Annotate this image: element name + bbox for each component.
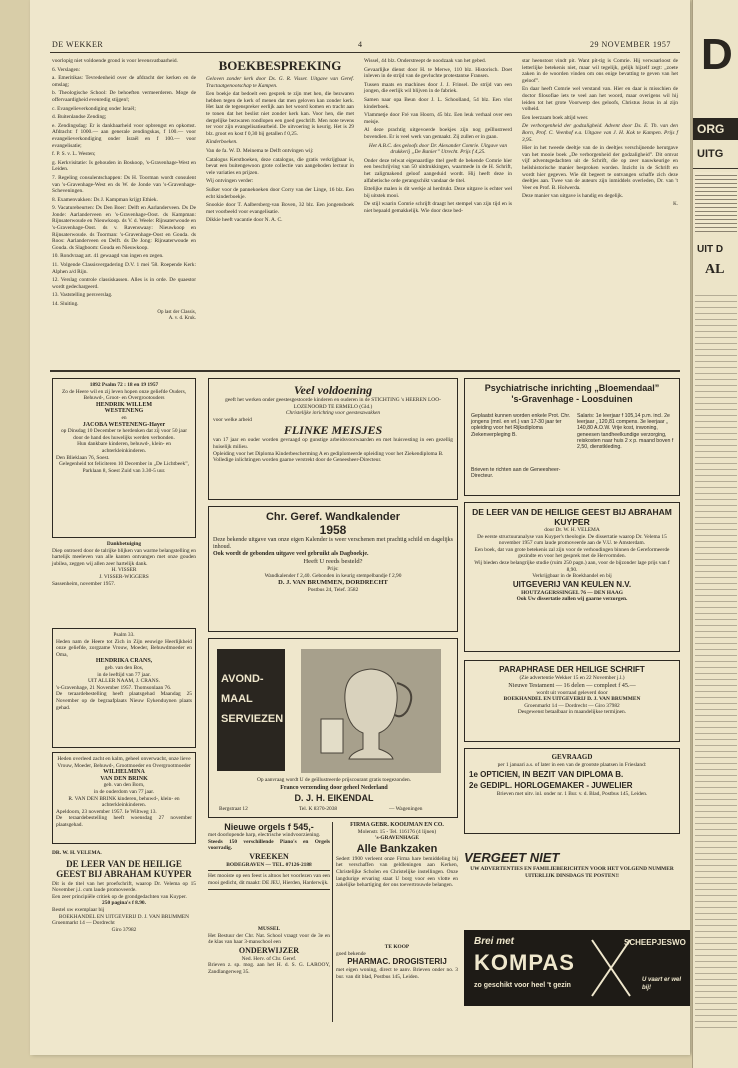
newspaper-page xyxy=(30,0,690,1055)
report-line: 8. Examenvakken: Ds J. Kampman krijgt Ethiek. xyxy=(52,196,158,203)
family-notice-anniversary: 1892 Psalm 72 : 18 en 19 1957 Zo de Heere wil en zij leven hopen onze geliefde Ouders, Behuwd-, Groot- en Overgrootouders HENDRIK WILLEM WESTENENG en JACOBA WESTENENG-Hayer op Dinsdag 10 December te herdenken dat zij voor 50 jaar door de hand des huwelijks werden verbonden. Hun dankbare kinderen, behuwd-, klein- en achterkleinkinderen. Den Blieklaan 76, Soest. Gelegenheid tot feliciteren 10 December in „De Lichtbeek”, Parklaan 8, Soest Zuid van 3.30-5 uur. xyxy=(52,378,196,538)
ad-bloemendaal: Psychiatrische inrichting „Bloemendaal” 's-Gravenhage - Loosduinen Geplaatst kunnen worden enkele Prot. Chr. jongens (mnl. en vrl.) van 17-30 jaar ter opleiding voor het Rijksdiploma Ziekenverpleging B. Brieven te richten aan de Geneesheer-Directeur. Salaris: 1e leerjaar f 105,14 p.m. incl. 2e leerjaar „ 120,81 compens. 3e leerjaar „ 140,80 A.O.W. Vrije kost, inwoning, geneesen tandheelkundige verzorging, reiskosten naar huis 2 x p. maand boven f 2,50, dienstkleding. xyxy=(464,378,680,496)
report-line: 7. Regeling consulentschappen: Ds H. Toorman wordt consulent van 's-Gravenhage-West en ds W. de Jonde van 's-Gravenhage-Scheveningen. xyxy=(52,174,196,195)
ad-paraphrase: PARAPHRASE DER HEILIGE SCHRIFT (Zie advertentie Wekker 15 en 22 November j.l.) Nieuwe Testament — 16 delen — compleet f 45.— wordt uit voorraad geleverd door BOEKHANDEL EN UITGEVERIJ D. J. VAN BRUMMEN Groenmarkt 14 — Dordrecht — Giro 37982 Desgewenst betaalbaar in maandelijkse termijnen. xyxy=(464,660,680,742)
family-notice-death-1: Psalm 33. Heden nam de Heere tot Zich in Zijn eeuwige Heerlijkheid onze geliefde, zorgzame Vrouw, Moeder, Behuwdmoeder en Oma, HENDRIKA CRANS, geb. van den Bos, in de leeftijd van 77 jaar. UIT ALLER NAAM, J. CRANS. 's-Gravenhage, 21 November 1957. Thomsonlaan 76. De teraardebestelling heeft plaatsgehad Maandag 25 November op de begraafplaats Nieuw Eykenduynen plaats gehad. xyxy=(52,628,196,748)
ad-avondmaal: AVOND- MAAL SERVIEZEN Op aanvraag wordt U de geïllustreerde prijscourant gratis toegezonden. Franco verzending door geheel Nederland D. J. H. EIKENDAL Bergstraat 12 Tel. K 8370-2038 — Wageningen xyxy=(208,638,458,818)
issue-date: 29 NOVEMBER 1957 xyxy=(590,40,671,49)
notice-vergeet-niet: VERGEET NIET UW ADVERTENTIES EN FAMILIEBERICHTEN VOOR HET VOLGEND NUMMER UITERLIJK DINSDAGS TE POSTEN!! xyxy=(464,850,674,879)
report-line: d. Buitenlandse Zending; xyxy=(52,114,107,121)
book-review-title: BOEKBESPREKING xyxy=(218,58,342,73)
book-review-cont-2: star heenstoot vindt pit. Want pit-tig is Comrie. Hij verwaarloost de letterlijke betekenis niet, maar wil tegelijk, gelijk hijzelf zegt: „zoete zaken in de woorden vinden om ons enige bevatting te geven van het geloof”. En daar heeft Comrie wel verstand van. Hier en daar is misschien de doctor filosofiae iets te veel aan het woord, maar overigens wil hij leiden tot het grote Voorwerp des geloofs, Christus Jezus in al zijn volheid. Een leerzaam boek altijd weer. De verborgenheid der godzaligheid. Advent door Ds. E. Th. van den Born, Prof. C. Veenhof e.a. Uitgave van J. H. Kok te Kampen. Prijs f 3,95. Hier in het tweede deeltje van de in deeltjes verschijnende herutgave van het mooie boek „De verborgenheid der godzaligheid”. Dit omvat vijf adventsgedachten uit de Schrift, die op zeer nauwkeurige en heilshistorische manier besproken worden. Inzicht in de Schrift en wordt hier gegeven. Wie dit begeert te ontvangen schaffe zich deze deeltjes aan. Twee van de auteurs zijn inmiddels overleden, Dr. van 't Veer en Prof. B. Holwerda. Deze manier van uitgave is handig en degelijk. K. xyxy=(522,58,678,207)
classis-report xyxy=(52,58,196,322)
ad-dissertation-left: DR. W. H. VELEMA. DE LEER VAN DE HEILIGE GEEST BIJ ABRAHAM KUYPER Dit is de titel van het proefschrift, waarop Dr. Velema op 15 November j.l. cum laude promoveerde. Een zeer principiële critiek op de grondgedachten van Kuyper. 250 pagina's f 8.90. Bestel uw exemplaar bij BOEKHANDEL EN UITGEVERIJ D. J. VAN BRUMMEN Groenmarkt 14 — Dordrecht Giro 37982 xyxy=(52,850,196,933)
kompas-logo: KOMPAS xyxy=(474,950,575,975)
report-line: voorlopig niet voldoende grond is voor levensvatbaarheid. xyxy=(52,58,178,64)
book-review-cont: Wissel, 44 blz. Onderstreept de noodzaak van het gebed. Gevaarlijke dienst door H. te Merwe, 110 blz. Historisch. Doet inleven in de strijd van de gevluchte protestantse Fransen. Tussen maats en machines door J. J. Frinsel. De strijd van een jongen, die eerlijk wil blijven in de fabriek. Samen naar opa Beun door J. L. Schoolland, 54 blz. Een vlot kinderboek. Vlammetje door Fré van Hoorn, 45 blz. Een leuk verhaal over een meisje. Al deze prachtig uitgevoerde boekjes zijn nog geïllustreerd bovendien. Er is veel werk van gemaakt. Zij zullen er in gaan. Het A.B.C. des geloofs door Dr. Alexander Comrie. Uitgave van drukkerij „De Banier” Utrecht. Prijs f 4,25. Onder deze telwat eigenaardige titel geeft de bekende Comrie hier een beschrijving van 50 uitdrukkingen, waarmede in de H. Schrift, het zaligmakend geloof aangeduid wordt. Hij heeft deze in alfabetische orde gerangschikt vandaar de titel. Ettelijke malen is dit werkje al herdrukt. Deze uitgave is echter wel bij uitstek mooi. De stijl waarin Comrie schrijft draagt het stempel van zijn tijd en is niet bepaald gemakkelijk. Wie door deze bed- xyxy=(364,58,512,214)
family-notice-thanks: Dankbetuiging Diep ontroerd door de talrijke blijken van warme belangstelling en hartelijk meeleven van alle kanten ontvangen met onze gouden jubilea, zeggen wij allen zeer hartelijk dank. H. VISSER J. VISSER-WIGGERS Sassenheim, november 1957. xyxy=(52,541,196,587)
report-line: 9. Vacaturebeurten: Ds Den Boer: Delft en Aarlanderveen. Ds De Jonde: Aarlanderveen en 's-Gravenhage-Oost. ds Kampman: Rijnsaterwoude en Nieuwkoop. ds V. d. Weele: Rijnsaterwoude en 's-Gravenhage-Oost. ds v. Ravenswaay: Nieuwkoop en Rijnsaterwoude. ds Toorman: 's-Gravenhage-Oost en Gouda. ds Roos: Aarlanderveen en Delft. ds De Jong: Rijnsaterwoude en Gouda. ds Slagboom: Gouda en Nieuwkoop. xyxy=(52,205,196,251)
masthead-name: DE WEKKER xyxy=(52,40,104,49)
ad-gevraagd: GEVRAAGD per 1 januari a.s. of later in een van de grootste plaatsen in Friesland: 1e OPTICIEN, IN BEZIT VAN DIPLOMA B. 2e GEDIPL. HORLOGEMAKER - JUWELIER Brieven met uitv. inl. onder nr. 1 Bur. v. d. Blad, Postbus 145, Leiden. xyxy=(464,748,680,834)
ad-orgels: Nieuwe orgels f 545,- met doorlopende harp, electrische windvoorziening. Steeds 150 verschillende Piano's en Orgels voorradig. VREEKEN BODEGRAVEN — TEL. 07126-2188 Het mooiste op een feest is altoos het voorlezen van een mooi gedicht, dit maakt: DE JEU, Hierden, Harderwijk. xyxy=(208,822,330,892)
family-notice-death-2: Heden overleed zacht en kalm, geheel onverwacht, onze lieve Vrouw, Moeder, Behuwd-, Grootmoeder en Overgrootmoeder WILHELMINA VAN DEN BRINK geb. van den Born, in de ouderdom van 77 jaar. R. VAN DEN BRINK kinderen, behuwd-, klein- en achterkleinkinderen. Apeldoorn, 23 november 1957. Ie Wiltweg 13. De teraardebestelling heeft woensdag 27 november plaatsgehad. xyxy=(52,752,196,844)
report-line: g. Kerkvisitatie: Is gehouden in Boskoop, 's-Gravenhage-West en Leiden. xyxy=(52,159,196,173)
report-line: 12. Verslag controle classiskassen. Alles is in orde. De quaestor wordt gedechargeerd. xyxy=(52,277,196,290)
report-line: 14. Sluiting. xyxy=(52,301,79,307)
ad-wandkalender: Chr. Geref. Wandkalender 1958 Deze bekende uitgave van onze eigen Kalender is weer verschenen met prachtig schild en dagelijks inhoud. Ook wordt de gebonden uitgave veel gebruikt als Dagboekje. Heeft U reeds besteld? Prijs: Wandkalender f 2,40. Gebonden in keurig stempelbandje f 2,90 D. J. VAN BRUMMEN, DORDRECHT Postbus 24, Telef. 3582 xyxy=(208,506,458,632)
report-line: 11. Volgende Classisvergadering D.V. 1 mei '58. Roepende Kerk: Alphen a/d Rijn. xyxy=(52,262,196,275)
report-line: b. Theologische School: De behoeften vermeerderen. Moge de offervaardigheid evenredig stijgen!; xyxy=(52,90,196,103)
ad-mussel: MUSSEL Het Bestuur der Chr. Nat. School vraagt voor de 3e en 4e klas van haar 3-manschool een ONDERWIJZER Ned. Herv. of Chr. Geref. Brieven z. sp. mog. aan het H. d. S. G. LAROOY, Zandlangerweg 35. xyxy=(208,926,330,975)
report-line: 10. Rondvraag art. 41 gewaagd van ingen en zegen. xyxy=(52,253,164,260)
report-line: a. Emeritikas: Tevredenheid over de afdracht der kerken en de omslag; xyxy=(52,75,196,88)
chalice-icon xyxy=(301,649,441,773)
page-number: 4 xyxy=(358,40,363,49)
ad-te-koop: TE KOOP goed bekende PHARMAC. DROGISTERIJ met eigen woning, direct te aanv. Brieven onder no. 3 bur. van dit blad, Postbus 145, Leiden. xyxy=(336,944,458,980)
ad-dissertation-right: DE LEER VAN DE HEILIGE GEEST BIJ ABRAHAM KUYPER door Dr. W. H. VELEMA De eerste structuuranalyse van Kuyper's theologie. De dissertatie waarop Dr. Velema 15 november 1957 cum laude promoveerde aan de V.U. te Amsterdam. Een boek, dat van grote betekenis zal zijn voor de verhoudingen binnen de Gereformeerde gezindte en voor het gesprek met de Hervormden. Wij bieden deze belangrijke studie (ruim 250 pagn.) aan, voor de bijzonder lage prijs van f 8,90. Verkrijgbaar in de Boekhandel en bij UITGEVERIJ VAN KEULEN N.V. HOUTZAGERSSINGEL 76 — DEN HAAG Ook Uw dissertatie zullen wij gaarne verzorgen. xyxy=(464,502,680,652)
ad-kompas: Brei met KOMPAS zo geschikt voor heel 't gezin SCHEEPJESWO U vaart er wel bij! xyxy=(464,930,690,1006)
report-line: 6. Verslagen: xyxy=(52,66,81,73)
report-line: e. Zendingsdag: Er is dankbaarheid voor opbrengst en opkomst. Afdracht: f 1000.— aan generale zendingskas, f 100.— voor evangelieverkondiging onder Israël en f 100.— voor evangelisatie; xyxy=(52,122,196,149)
ad-veel-voldoening: Veel voldoening geeft het werken onder geestesgestoorde kinderen en ouderen in de STICHTING 's HEEREN LOO-LOZENOORD TE ERMELO (Gld.) Christelijke inrichting voor geesteszwakken voor welke arbeid FLINKE MEISJES van 17 jaar en ouder worden gevraagd op gunstige arbeidsvoorwaarden en met huisvesting in een gezellig huiselijk milieu. Opleiding voor het Diploma Kinderbescherming A en gediplomeerde opleiding voor het Ziekendiploma B. Volledige inlichtingen worden gaarne verstrekt door de Geneesheer-Directeur. xyxy=(208,378,458,500)
ad-kooijman: FIRMA GEBR. KOOIJMAN EN CO. Molenstr. 15 - Tel. 116176 (4 lijnen) 's-GRAVENHAGE Alle Bankzaken Sedert 1900 verleent onze Firma hare bemiddeling bij het verschaffen van geldleningen aan Kerken, Christelijke Scholen en Christelijke instellingen. Onze langdurige ervaring staat U borg voor een vlotte en zakelijke behartiging der ons toevertrouwde belangen. xyxy=(336,822,458,889)
report-line: 13. Vaststelling persverslag. xyxy=(52,292,113,299)
adjacent-page: D ORG UITG UIT D AL xyxy=(692,0,738,1068)
book-review: BOEKBESPREKING Geloven zonder kerk door Ds. G. R. Visser. Uitgave van Geref. Tractaatgenootschap te Kampen. Een boekje dat bedoelt een gesprek te zijn met hen, die bezwaren hebben tegen de kerk of menen dat men geloven kan zonder kerk. Het laat de tegenspreker eerlijk aan het woord komen en tracht aan te tonen dat het beslist niet zonder kerk kan. Voor hen, die met dergelijke bezwaren rondlopen een goed geschrift. Men note tevens ter voor zijn evangelisatiearbeid. De uitvoering is keurig. Het is 29 blz. groot en kost f 0,30 bij getallen f 0,25. Kinderboeken. Van de fa. W. D. Meinema te Delft ontvingen wij: Catalogus Kerstboeken, deze catalogus, die gratis verkrijgbaar is, bevat een buitengewoon grote collectie van aangeboden lectuur in vele variaties en prijzen. Wij ontvingen verder: Sulker voor de pannekoeken door Corry van der Linge, 16 blz. Een echt kinderboekje. Snookie door T. Aalbersberg-van Boven, 32 blz. Een jongensboek met voorbeeld voor evangelisatie. Dikkie heeft vacantie door N. A. C. xyxy=(206,58,354,224)
report-line: c. Evangelieverkondiging onder Israël; xyxy=(52,105,136,112)
avondmaal-banner: AVOND- MAAL SERVIEZEN xyxy=(217,649,285,771)
report-signature: Op last der Classis, A. v. d. Kruk. xyxy=(157,309,196,321)
report-line: f. P. S. v. L. Westen; xyxy=(52,151,96,158)
